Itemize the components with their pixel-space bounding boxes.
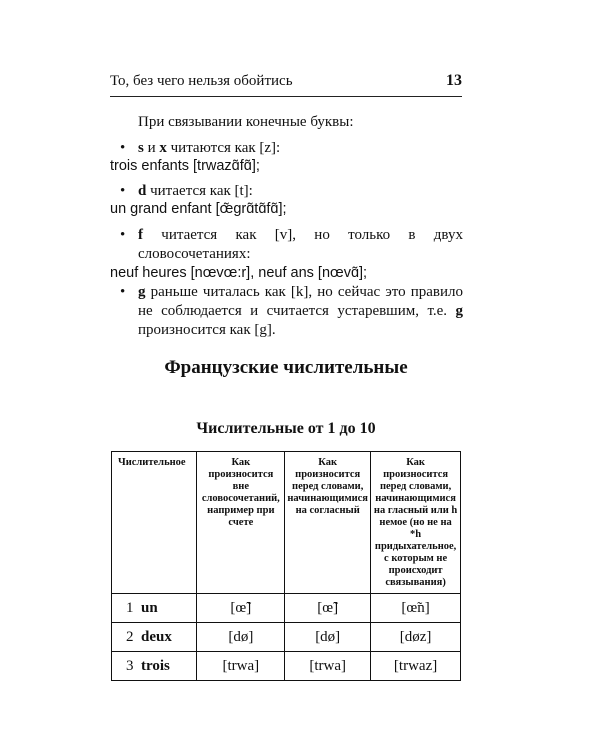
column-header: Как произносится вне словосочетаний, например при счете (197, 452, 285, 594)
letter-f: f (138, 227, 143, 243)
letter-g: g (138, 284, 146, 300)
table-cell: [dø] (285, 623, 371, 652)
table-cell: [dø] (197, 623, 285, 652)
example-line: trois enfants [trwazɑ̃fɑ̃]; (110, 158, 260, 174)
table-row (112, 594, 461, 623)
intro-paragraph: При связывании конечные буквы: (138, 114, 354, 130)
table-cell: [trwa] (285, 652, 371, 681)
table-row (112, 623, 461, 652)
page-number: 13 (446, 72, 462, 89)
column-header: Как произносится перед словами, начинающимися на согласный (285, 452, 371, 594)
table-cell: [trwaz] (371, 652, 461, 681)
table-row (112, 652, 461, 681)
column-header: Числительное (112, 452, 197, 594)
table-cell: [trwa] (197, 652, 285, 681)
example-line: neuf heures [nœvœ:r], neuf ans [nœvɑ̃]; (110, 265, 368, 281)
table-cell: 1 un (112, 594, 197, 623)
section-title: Французские числительные (164, 357, 408, 378)
table-cell: [døz] (371, 623, 461, 652)
table-cell: [œ̃n] (371, 594, 461, 623)
table-cell: [œ̃] (197, 594, 285, 623)
numerals-table (111, 451, 461, 681)
running-header-title: То, без чего нельзя обойтись (110, 73, 293, 89)
bullet-icon: • (120, 183, 126, 199)
table-title: Числительные от 1 до 10 (196, 420, 376, 437)
table-cell: 2 deux (112, 623, 197, 652)
example-line: un grand enfant [œ̃grɑ̃tɑ̃fɑ̃]; (110, 201, 287, 217)
bullet-icon: • (120, 227, 126, 243)
bullet-icon: • (120, 140, 126, 156)
table-cell: 3 trois (112, 652, 197, 681)
column-header: Как произносится перед словами, начинающимися на гласный или h немое (но не на *h придыхательное, с которым не происходит связывания) (371, 452, 461, 594)
letter-s: s (138, 140, 144, 156)
table-header-row (112, 452, 461, 594)
table-cell: [œ̃] (285, 594, 371, 623)
letter-g: g (455, 303, 463, 319)
bullet-icon: • (120, 284, 126, 300)
letter-x: x (159, 140, 167, 156)
running-header (110, 72, 462, 97)
letter-d: d (138, 183, 147, 199)
